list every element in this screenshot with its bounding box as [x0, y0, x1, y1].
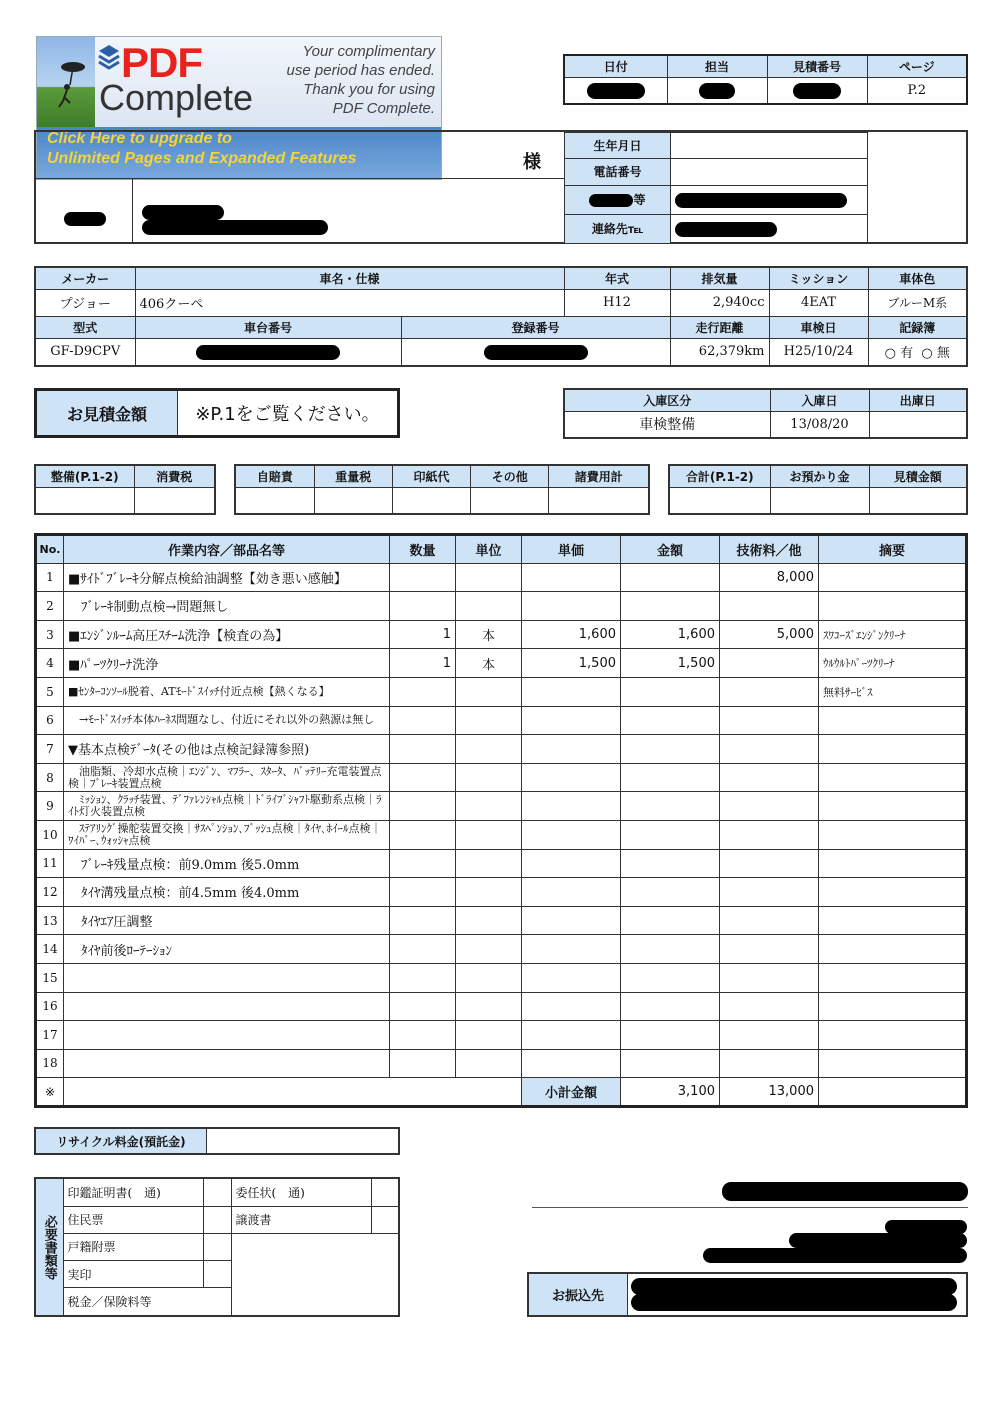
row-quantity — [390, 1021, 456, 1050]
row-note — [819, 706, 967, 735]
row-amount — [621, 592, 720, 621]
row-note — [819, 735, 967, 764]
row-number: 2 — [36, 592, 64, 621]
row-amount — [621, 677, 720, 706]
row-quantity: 1 — [390, 649, 456, 678]
row-quantity: 1 — [390, 620, 456, 649]
estimate-number-header: 見積番号 — [767, 55, 867, 77]
shop-name — [722, 1181, 968, 1201]
row-quantity — [390, 706, 456, 735]
weight-tax-header: 重量税 — [314, 465, 392, 487]
documents-table — [34, 1177, 400, 1317]
row-quantity — [390, 878, 456, 907]
estimate-box — [34, 388, 400, 438]
row-amount — [621, 963, 720, 992]
honorific: 様 — [523, 152, 541, 173]
customer-code — [64, 208, 106, 227]
staff-header: 担当 — [667, 55, 767, 77]
row-number: 18 — [36, 1049, 64, 1078]
birth-value — [671, 133, 868, 159]
tax-header: 消費税 — [134, 465, 215, 487]
record-book-value: ○ 有 ○ 無 — [868, 338, 967, 366]
chassis-value — [135, 338, 401, 366]
row-unit-price — [522, 1049, 621, 1078]
row-note — [819, 1049, 967, 1078]
row-number: 5 — [36, 677, 64, 706]
subtotal-labor: 13,000 — [720, 1078, 819, 1107]
row-number: 8 — [36, 763, 64, 792]
row-unit-price — [522, 735, 621, 764]
row-amount: 1,600 — [621, 620, 720, 649]
other-header: その他 — [471, 465, 549, 487]
upgrade-link[interactable]: Click Here to upgrade to Unlimited Pages and Expanded Features — [47, 130, 357, 167]
exit-date-value — [869, 411, 967, 438]
color-header: 車体色 — [868, 267, 967, 289]
row-description — [64, 992, 390, 1021]
row-labor — [720, 878, 819, 907]
transfer-value — [628, 1274, 966, 1315]
entry-date-header: 入庫日 — [770, 389, 869, 411]
row-note — [819, 849, 967, 878]
row-note: 無料ｻｰﾋﾞｽ — [819, 677, 967, 706]
row-unit-price — [522, 763, 621, 792]
doc-seal-certificate: 印鑑証明書( 通) — [63, 1178, 203, 1206]
row-quantity — [390, 935, 456, 964]
estimate-number-value — [767, 77, 867, 104]
row-description: ■ｾﾝﾀｰｺﾝｿｰﾙ脱着、ATﾓｰﾄﾞｽｲｯﾁ付近点検【熱くなる】 — [64, 677, 390, 706]
row-unit-price — [522, 677, 621, 706]
date-header: 日付 — [564, 55, 667, 77]
transmission-value: 4EAT — [769, 289, 868, 316]
qty-header: 数量 — [390, 535, 456, 564]
row-amount — [621, 1021, 720, 1050]
row-labor — [720, 592, 819, 621]
row-labor — [720, 820, 819, 849]
row-unit-price — [522, 935, 621, 964]
table-row — [36, 620, 967, 649]
row-description — [64, 1049, 390, 1078]
row-unit — [456, 706, 522, 735]
row-amount — [621, 706, 720, 735]
type-header: 型式 — [35, 316, 135, 338]
row-quantity — [390, 735, 456, 764]
row-quantity — [390, 592, 456, 621]
row-description: ■ｴﾝｼﾞﾝﾙｰﾑ高圧ｽﾁｰﾑ洗浄【検査の為】 — [64, 620, 390, 649]
row-unit-price — [522, 820, 621, 849]
row-amount — [621, 820, 720, 849]
liability-header: 自賠責 — [235, 465, 314, 487]
table-row — [36, 677, 967, 706]
row-number: 3 — [36, 620, 64, 649]
phone-label: 電話番号 — [565, 159, 671, 185]
doc-resident-card: 住民票 — [63, 1206, 203, 1233]
row-note — [819, 1021, 967, 1050]
totals-group-2 — [234, 464, 650, 515]
row-unit — [456, 1049, 522, 1078]
row-labor — [720, 849, 819, 878]
row-labor — [720, 649, 819, 678]
row-unit: 本 — [456, 620, 522, 649]
model-value: 406クーペ — [135, 289, 564, 316]
customer-info-table — [564, 132, 868, 244]
row-unit-price — [522, 592, 621, 621]
table-row — [36, 763, 967, 792]
record-book-header: 記録簿 — [868, 316, 967, 338]
row-amount — [621, 935, 720, 964]
row-description: ﾀｲﾔｴｱ圧調整 — [64, 906, 390, 935]
displacement-header: 排気量 — [670, 267, 769, 289]
row-unit: 本 — [456, 649, 522, 678]
table-row — [36, 849, 967, 878]
partial-label-cell: 等 — [565, 185, 671, 214]
subtotal-amount: 3,100 — [621, 1078, 720, 1107]
row-labor — [720, 792, 819, 821]
registration-header: 登録番号 — [401, 316, 670, 338]
row-amount — [621, 735, 720, 764]
row-note — [819, 763, 967, 792]
totals-group-3 — [668, 464, 968, 515]
note-header: 摘要 — [819, 535, 967, 564]
banner-photo — [37, 37, 95, 127]
table-row — [36, 792, 967, 821]
row-quantity — [390, 677, 456, 706]
table-row — [36, 706, 967, 735]
row-unit — [456, 563, 522, 592]
row-unit — [456, 1021, 522, 1050]
row-description — [64, 1021, 390, 1050]
doc-transfer: 譲渡書 — [231, 1206, 371, 1233]
row-quantity — [390, 1049, 456, 1078]
row-description: ﾌﾞﾚｰｷ制動点検→問題無し — [64, 592, 390, 621]
doc-registered-seal: 実印 — [63, 1261, 203, 1288]
row-note — [819, 592, 967, 621]
table-row — [36, 735, 967, 764]
date-value — [564, 77, 667, 104]
page-value: P.2 — [867, 77, 967, 104]
row-description: ｽﾃｱﾘﾝｸﾞ操舵装置交換｜ｻｽﾍﾟﾝｼｮﾝ､ﾌﾞｯｼｭ点検｜ﾀｲﾔ､ﾎｲｰﾙ点検｜ﾜｲﾊﾟｰ､ｳｫｯｼｬ点検 — [64, 820, 390, 849]
row-number: 15 — [36, 963, 64, 992]
row-number: 4 — [36, 649, 64, 678]
tax-value — [134, 487, 215, 514]
row-unit-price — [522, 849, 621, 878]
exit-date-header: 出庫日 — [869, 389, 967, 411]
row-unit — [456, 935, 522, 964]
page-header: ページ — [867, 55, 967, 77]
row-description: ▼基本点検ﾃﾞｰﾀ(その他は点検記録簿参照) — [64, 735, 390, 764]
brand-pdf: PDF — [121, 39, 202, 86]
type-value: GF-D9CPV — [35, 338, 135, 366]
row-quantity — [390, 763, 456, 792]
row-labor — [720, 992, 819, 1021]
row-quantity — [390, 906, 456, 935]
row-description: ﾀｲﾔ前後ﾛｰﾃｰｼｮﾝ — [64, 935, 390, 964]
transfer-label: お振込先 — [529, 1274, 628, 1315]
entry-table — [563, 388, 968, 439]
row-amount — [621, 992, 720, 1021]
table-row — [36, 592, 967, 621]
header-table — [563, 54, 968, 105]
entry-category-value: 車検整備 — [564, 411, 770, 438]
no-header: No. — [36, 535, 64, 564]
table-row — [36, 563, 967, 592]
row-unit-price — [522, 963, 621, 992]
work-table — [34, 533, 968, 1108]
labor-header: 技術料／他 — [720, 535, 819, 564]
customer-block — [34, 130, 968, 244]
row-unit — [456, 820, 522, 849]
doc-power-of-attorney: 委任状( 通) — [231, 1178, 371, 1206]
shop-divider — [532, 1207, 968, 1208]
mileage-value: 62,379km — [670, 338, 769, 366]
row-note — [819, 878, 967, 907]
row-unit-price: 1,500 — [522, 649, 621, 678]
totals-group-1 — [34, 464, 216, 515]
row-unit-price — [522, 1021, 621, 1050]
documents-vertical-label: 必要書類等 — [35, 1178, 63, 1316]
phone-value — [671, 159, 868, 185]
recycle-label: リサイクル料金(預託金) — [36, 1129, 207, 1153]
subtotal-note — [819, 1078, 967, 1107]
chassis-header: 車台番号 — [135, 316, 401, 338]
row-number: 12 — [36, 878, 64, 907]
row-unit-price — [522, 906, 621, 935]
row-note — [819, 820, 967, 849]
entry-category-header: 入庫区分 — [564, 389, 770, 411]
shop-phone — [703, 1245, 967, 1264]
estimate-note: ※P.1をご覧ください。 — [195, 404, 380, 425]
row-number: 13 — [36, 906, 64, 935]
recycle-value — [207, 1129, 398, 1153]
row-number: 7 — [36, 735, 64, 764]
row-unit — [456, 992, 522, 1021]
row-labor — [720, 935, 819, 964]
subtotal-label: 小計金額 — [522, 1078, 621, 1107]
amount-header: 金額 — [621, 535, 720, 564]
row-unit — [456, 763, 522, 792]
row-quantity — [390, 963, 456, 992]
estimate-amount-header: 見積金額 — [869, 465, 967, 487]
row-unit — [456, 906, 522, 935]
transfer-box — [527, 1272, 968, 1317]
row-unit — [456, 677, 522, 706]
misc-total-header: 諸費用計 — [549, 465, 649, 487]
partial-value — [671, 185, 868, 214]
table-row — [36, 820, 967, 849]
row-unit — [456, 963, 522, 992]
row-note — [819, 563, 967, 592]
customer-hline — [36, 178, 564, 179]
customer-address — [142, 217, 328, 236]
row-unit — [456, 592, 522, 621]
row-amount — [621, 878, 720, 907]
maintenance-value — [35, 487, 134, 514]
maintenance-header: 整備(P.1-2) — [35, 465, 134, 487]
customer-divider — [132, 178, 133, 244]
row-amount — [621, 906, 720, 935]
contact-value — [671, 214, 868, 243]
row-unit-price — [522, 992, 621, 1021]
row-note — [819, 792, 967, 821]
layers-icon — [97, 43, 121, 73]
row-quantity — [390, 792, 456, 821]
row-description: →ﾓｰﾄﾞｽｲｯﾁ本体ﾊｰﾈｽ問題なし、付近にそれ以外の熱源は無し — [64, 706, 390, 735]
grand-total-header: 合計(P.1-2) — [669, 465, 770, 487]
table-row — [36, 992, 967, 1021]
row-number: 16 — [36, 992, 64, 1021]
row-labor — [720, 763, 819, 792]
desc-header: 作業内容／部品名等 — [64, 535, 390, 564]
row-description: ﾐｯｼｮﾝ、ｸﾗｯﾁ装置、ﾃﾞﾌｧﾚﾝｼｬﾙ点検｜ﾄﾞﾗｲﾌﾞｼｬﾌﾄ駆動系点検｜ﾗｲﾄ灯火装置点検 — [64, 792, 390, 821]
table-row — [36, 935, 967, 964]
staff-value — [667, 77, 767, 104]
row-unit — [456, 735, 522, 764]
row-amount — [621, 763, 720, 792]
year-header: 年式 — [564, 267, 670, 289]
estimate-label: お見積金額 — [37, 391, 178, 435]
table-row — [36, 878, 967, 907]
row-description — [64, 963, 390, 992]
row-amount — [621, 1049, 720, 1078]
row-amount — [621, 849, 720, 878]
row-description: ■ｻｲﾄﾞﾌﾞﾚｰｷ分解点検給油調整【効き悪い感触】 — [64, 563, 390, 592]
row-description: ﾌﾞﾚｰｷ残量点検：前9.0mm 後5.0mm — [64, 849, 390, 878]
row-amount — [621, 563, 720, 592]
row-unit — [456, 878, 522, 907]
table-row — [36, 649, 967, 678]
table-row — [36, 1049, 967, 1078]
row-note — [819, 906, 967, 935]
row-quantity — [390, 563, 456, 592]
table-row — [36, 1021, 967, 1050]
maker-value: プジョー — [35, 289, 135, 316]
unit-header: 単位 — [456, 535, 522, 564]
maker-header: メーカー — [35, 267, 135, 289]
footer-blank — [64, 1078, 522, 1107]
registration-value — [401, 338, 670, 366]
table-row — [36, 963, 967, 992]
row-labor — [720, 906, 819, 935]
row-labor — [720, 735, 819, 764]
displacement-value: 2,940cc — [670, 289, 769, 316]
row-note — [819, 992, 967, 1021]
row-amount: 1,500 — [621, 649, 720, 678]
row-unit-price — [522, 792, 621, 821]
row-labor — [720, 706, 819, 735]
row-number: 17 — [36, 1021, 64, 1050]
birth-label: 生年月日 — [565, 133, 671, 159]
row-note — [819, 963, 967, 992]
row-quantity — [390, 820, 456, 849]
row-number: 14 — [36, 935, 64, 964]
row-note: ｽﾜｺｰｽﾞｴﾝｼﾞﾝｸﾘｰﾅ — [819, 620, 967, 649]
row-number: 1 — [36, 563, 64, 592]
row-note — [819, 935, 967, 964]
row-description: 油脂類、冷却水点検｜ｴﾝｼﾞﾝ、ﾏﾌﾗｰ、ｽﾀｰﾀ、ﾊﾞｯﾃﾘｰ充電装置点検｜ﾌﾞﾚｰｷ装置点検 — [64, 763, 390, 792]
row-unit-price — [522, 706, 621, 735]
price-header: 単価 — [522, 535, 621, 564]
row-unit-price: 1,600 — [522, 620, 621, 649]
row-note: ｳﾙｳﾙﾄﾊﾟｰﾂｸﾘｰﾅ — [819, 649, 967, 678]
footer-mark: ※ — [36, 1078, 64, 1107]
deposit-header: お預かり金 — [770, 465, 869, 487]
row-amount — [621, 792, 720, 821]
row-unit-price — [522, 563, 621, 592]
row-quantity — [390, 849, 456, 878]
row-number: 10 — [36, 820, 64, 849]
year-value: H12 — [564, 289, 670, 316]
row-unit-price — [522, 878, 621, 907]
doc-family-register: 戸籍附票 — [63, 1233, 203, 1260]
doc-tax-insurance: 税金／保険料等 — [63, 1288, 231, 1316]
inspection-header: 車検日 — [769, 316, 868, 338]
row-description: ﾀｲﾔ溝残量点検：前4.5mm 後4.0mm — [64, 878, 390, 907]
entry-date-value: 13/08/20 — [770, 411, 869, 438]
umbrella-man-icon — [37, 37, 95, 127]
row-quantity — [390, 992, 456, 1021]
row-unit — [456, 792, 522, 821]
row-number: 9 — [36, 792, 64, 821]
model-header: 車名・仕様 — [135, 267, 564, 289]
row-unit — [456, 849, 522, 878]
row-labor — [720, 1049, 819, 1078]
vehicle-table — [34, 266, 968, 367]
row-labor — [720, 963, 819, 992]
recycle-box — [34, 1127, 400, 1155]
row-labor — [720, 677, 819, 706]
row-number: 6 — [36, 706, 64, 735]
row-labor: 8,000 — [720, 563, 819, 592]
stamp-header: 印紙代 — [392, 465, 470, 487]
contact-label: 連絡先℡ — [565, 214, 671, 243]
row-labor: 5,000 — [720, 620, 819, 649]
mileage-header: 走行距離 — [670, 316, 769, 338]
banner-message: Your complimentary use period has ended. Thank you for using PDF Complete. — [286, 43, 435, 117]
transmission-header: ミッション — [769, 267, 868, 289]
color-value: ブルーM系 — [868, 289, 967, 316]
brand-complete: Complete — [99, 77, 254, 118]
row-number: 11 — [36, 849, 64, 878]
row-description: ■ﾊﾟｰﾂｸﾘｰﾅ洗浄 — [64, 649, 390, 678]
row-labor — [720, 1021, 819, 1050]
table-row — [36, 906, 967, 935]
inspection-value: H25/10/24 — [769, 338, 868, 366]
